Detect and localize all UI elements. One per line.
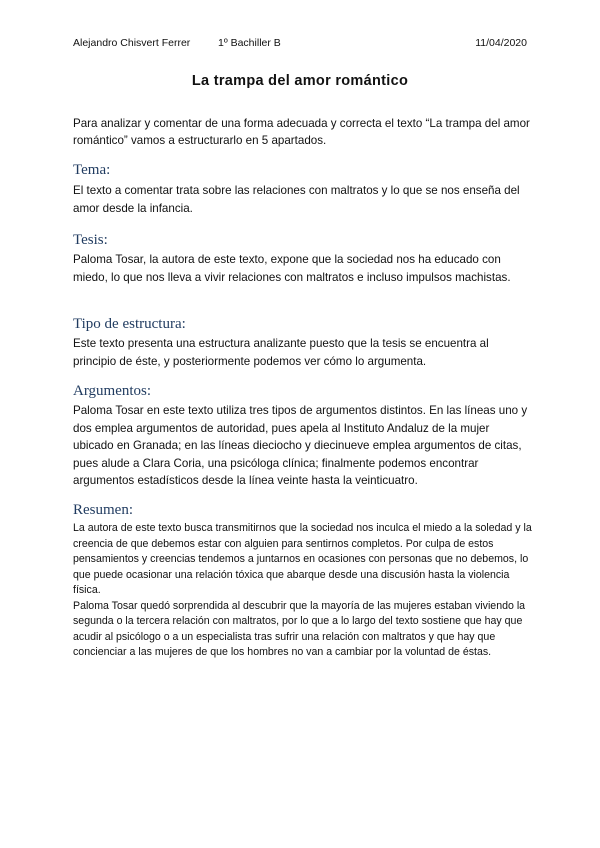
paragraph-resumen [73,521,533,661]
paragraph-tesis: Paloma Tosar, la autora de este texto, expone que la sociedad nos ha educado con miedo, lo que nos lleva a vivir relaciones con maltratos e incluso impulsos machistas. [73,253,511,284]
resumen-paragraph-2: Paloma Tosar quedó sorprendida al descubrir que la mayoría de las mujeres estaban viviendo la segunda o la tercera relación con maltratos, por lo que a lo largo del texto sostiene que hay que acudir al psicólogo o a un especialista tras sufrir una relación con maltratos y que hay que concienciar a las mujeres de que los hombres no van a cambiar por la voluntad de éstas. [73,599,526,658]
heading-resumen: Resumen: [73,502,133,518]
document-title: La trampa del amor romántico [191,73,409,89]
paragraph-argumentos: Paloma Tosar en este texto utiliza tres tipos de argumentos distintos. En las líneas uno y dos emplea argumentos de autoridad, pues apela al Instituto Andaluz de la mujer ubicado en Granada; en las líneas dieciocho y diecinueve emplea argumentos de citas, pues alude a Clara Coria, una psicóloga clínica; finalmente podemos encontrar argumentos estadísticos desde la línea veinte hasta la veinticuatro. [73,404,528,487]
heading-argumentos: Argumentos: [73,383,152,399]
heading-tema: Tema: [73,162,111,178]
paragraph-tipo-estructura: Este texto presenta una estructura analizante puesto que la tesis se encuentra al principio de éste, y posteriormente podemos ver cómo lo argumenta. [73,337,489,368]
header-date: 11/04/2020 [475,37,527,49]
heading-tesis: Tesis: [73,232,108,248]
header-course: 1º Bachiller B [218,37,281,49]
paragraph-tema: El texto a comentar trata sobre las relaciones con maltratos y lo que se nos enseña del amor desde la infancia. [73,184,520,215]
intro-paragraph: Para analizar y comentar de una forma adecuada y correcta el texto “La trampa del amor romántico” vamos a estructurarlo en 5 apartados. [73,117,530,147]
resumen-paragraph-1: La autora de este texto busca transmitirnos que la sociedad nos inculca el miedo a la soledad y la creencia de que debemos estar con alguien para sentirnos completos. Por culpa de estos pensamientos y creencias tendemos a juntarnos en ocasiones con personas que no debemos, lo que puede ocasionar una relación tóxica que abarque desde una discusión hasta la violencia física. [73,522,532,596]
heading-tipo-estructura: Tipo de estructura: [73,316,186,332]
header-author: Alejandro Chisvert Ferrer [73,37,191,49]
